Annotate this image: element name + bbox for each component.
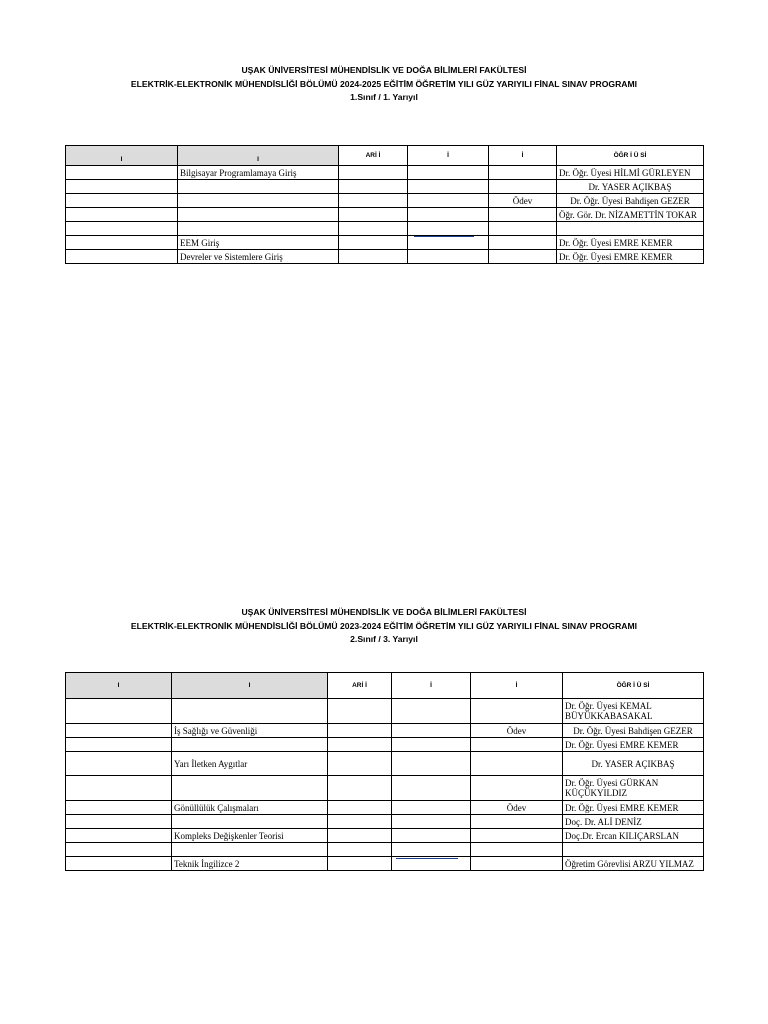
exam-type-cell — [471, 843, 563, 857]
table-row — [66, 738, 704, 752]
instructor-cell: Dr. Öğr. Üyesi EMRE KEMER — [557, 236, 704, 250]
instructor-cell: Dr. Öğr. Üyesi Bahdişen GEZER — [557, 194, 704, 208]
course-cell — [172, 738, 328, 752]
column-header: İ — [392, 673, 471, 699]
blue-underline — [396, 858, 458, 859]
column-header: İ — [471, 673, 563, 699]
table-row — [66, 222, 704, 236]
course-cell: Devreler ve Sistemlere Giriş — [178, 250, 339, 264]
instructor-cell: Dr. YASER AÇIKBAŞ — [557, 180, 704, 194]
exam-type-cell — [471, 738, 563, 752]
exam-type-cell — [489, 236, 557, 250]
header-row — [66, 673, 704, 699]
column-header: ÖĞR İ Ü Sİ — [563, 673, 704, 699]
course-cell: Teknik İngilizce 2 — [172, 857, 328, 871]
table-row — [66, 776, 704, 801]
instructor-cell: Dr. Öğr. Üyesi EMRE KEMER — [557, 250, 704, 264]
exam-type-cell — [471, 857, 563, 871]
table-row — [66, 250, 704, 264]
instructor-cell: Dr. YASER AÇIKBAŞ — [563, 752, 704, 776]
table-row — [66, 166, 704, 180]
exam-type-cell — [489, 250, 557, 264]
schedule1-table — [65, 145, 704, 264]
table-row — [66, 815, 704, 829]
faculty-title: UŞAK ÜNİVERSİTESİ MÜHENDİSLİK VE DOĞA BİLİMLERİ FAKÜLTESİ — [241, 65, 527, 75]
exam-type-cell — [489, 222, 557, 236]
exam-type-cell — [471, 829, 563, 843]
table-row — [66, 752, 704, 776]
column-header: I — [66, 146, 178, 166]
exam-type-cell: Ödev — [471, 801, 563, 815]
instructor-cell: Dr. Öğr. Üyesi KEMAL BÜYÜKKABASAKAL — [563, 699, 704, 724]
table-row — [66, 236, 704, 250]
exam-type-cell: Ödev — [471, 724, 563, 738]
table-row — [66, 699, 704, 724]
exam-type-cell: Ödev — [489, 194, 557, 208]
faculty-title: UŞAK ÜNİVERSİTESİ MÜHENDİSLİK VE DOĞA BİLİMLERİ FAKÜLTESİ — [241, 607, 527, 617]
instructor-cell: Öğretim Görevlisi ARZU YILMAZ — [563, 857, 704, 871]
instructor-cell: Doç. Dr. ALİ DENİZ — [563, 815, 704, 829]
exam-type-cell — [489, 208, 557, 222]
blue-underline — [414, 236, 474, 237]
table-row — [66, 829, 704, 843]
course-cell — [178, 194, 339, 208]
table-row — [66, 857, 704, 871]
class-semester: 1.Sınıf / 1. Yarıyıl — [350, 92, 418, 102]
column-header: I — [178, 146, 339, 166]
instructor-cell: Dr. Öğr. Üyesi EMRE KEMER — [563, 738, 704, 752]
instructor-cell — [563, 843, 704, 857]
column-header: ARİ İ — [328, 673, 392, 699]
instructor-cell: Dr. Öğr. Üyesi EMRE KEMER — [563, 801, 704, 815]
program-title: ELEKTRİK-ELEKTRONİK MÜHENDİSLİĞİ BÖLÜMÜ 2024-2025 EĞİTİM ÖĞRETİM YILI GÜZ YARIYILI FİNAL SINAV PROGRAMI — [130, 78, 638, 89]
table-row — [66, 208, 704, 222]
table-row — [66, 843, 704, 857]
course-cell: Yarı İletken Aygıtlar — [172, 752, 328, 776]
course-cell: EEM Giriş — [178, 236, 339, 250]
instructor-cell: Dr. Öğr. Üyesi GÜRKAN KÜÇÜKYILDIZ — [563, 776, 704, 801]
schedule1-heading — [0, 64, 768, 105]
schedule2-table — [65, 672, 704, 871]
table-row — [66, 801, 704, 815]
column-header: I — [66, 673, 172, 699]
table-row — [66, 724, 704, 738]
instructor-cell: Doç.Dr. Ercan KILIÇARSLAN — [563, 829, 704, 843]
header-row — [66, 146, 704, 166]
course-cell — [172, 815, 328, 829]
instructor-cell: Dr. Öğr. Üyesi Bahdişen GEZER — [563, 724, 704, 738]
column-header: I — [172, 673, 328, 699]
column-header: ARİ İ — [339, 146, 408, 166]
course-cell: Kompleks Değişkenler Teorisi — [172, 829, 328, 843]
instructor-cell: Öğr. Gör. Dr. NİZAMETTİN TOKAR — [557, 208, 704, 222]
course-cell — [178, 180, 339, 194]
course-cell — [172, 699, 328, 724]
instructor-cell: Dr. Öğr. Üyesi HİLMİ GÜRLEYEN — [557, 166, 704, 180]
column-header: ÖĞR İ Ü Sİ — [557, 146, 704, 166]
instructor-cell — [557, 222, 704, 236]
exam-type-cell — [471, 752, 563, 776]
course-cell: İş Sağlığı ve Güvenliği — [172, 724, 328, 738]
course-cell — [178, 222, 339, 236]
column-header: İ — [489, 146, 557, 166]
course-cell: Bilgisayar Programlamaya Giriş — [178, 166, 339, 180]
course-cell — [172, 776, 328, 801]
exam-type-cell — [471, 815, 563, 829]
exam-type-cell — [489, 166, 557, 180]
class-semester: 2.Sınıf / 3. Yarıyıl — [350, 634, 418, 644]
course-cell — [172, 843, 328, 857]
schedule2-heading — [0, 606, 768, 647]
table-row — [66, 180, 704, 194]
column-header: İ — [408, 146, 489, 166]
program-title: ELEKTRİK-ELEKTRONİK MÜHENDİSLİĞİ BÖLÜMÜ 2023-2024 EĞİTİM ÖĞRETİM YILI GÜZ YARIYILI FİNAL SINAV PROGRAMI — [130, 620, 638, 631]
exam-type-cell — [489, 180, 557, 194]
exam-type-cell — [471, 699, 563, 724]
course-cell — [178, 208, 339, 222]
course-cell: Gönüllülük Çalışmaları — [172, 801, 328, 815]
table-row — [66, 194, 704, 208]
exam-type-cell — [471, 776, 563, 801]
